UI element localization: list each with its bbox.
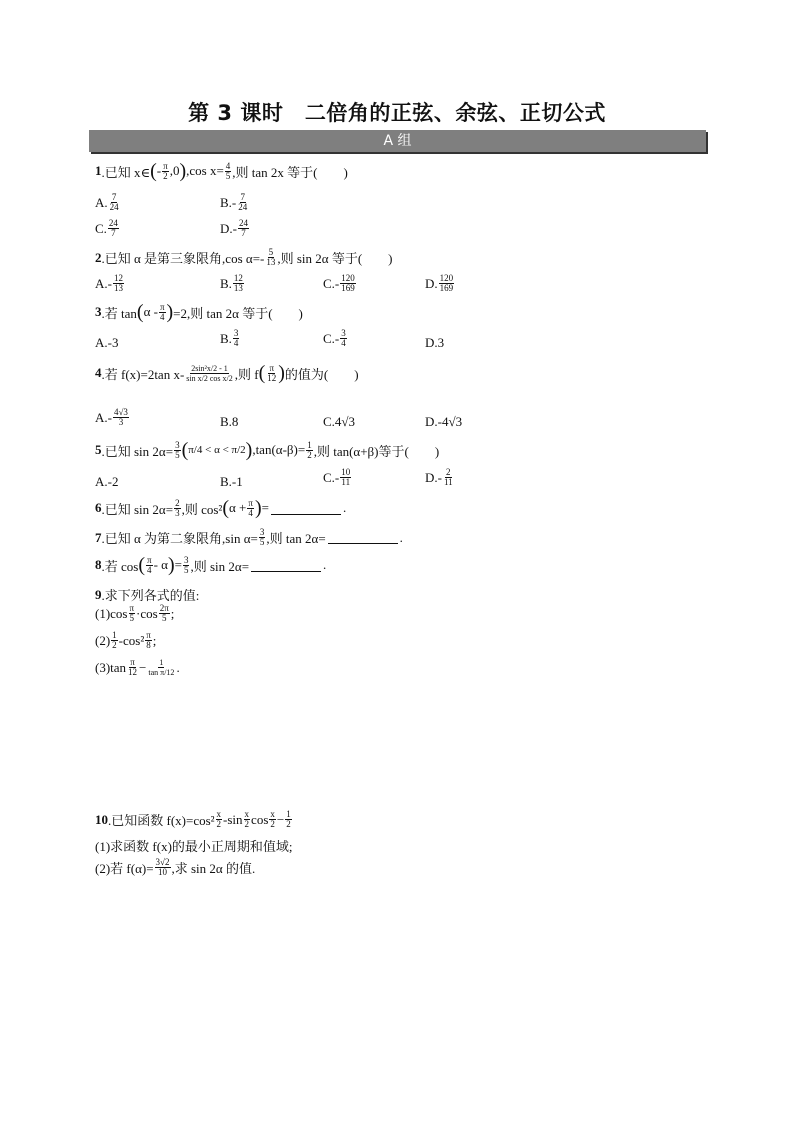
paren-left: ( [258,362,266,384]
fraction: $\frac{1}{2}$ [112,630,117,650]
option-b[interactable]: B.8 [220,414,239,429]
option-c[interactable]: C. $\frac{24}{7}$ [95,218,118,238]
option-a[interactable]: A.-3 [95,335,119,350]
fraction: $\frac{3}{5}$ [183,554,189,575]
minus-sign: - [156,163,162,178]
question-4 [95,363,359,383]
question-5 [95,440,439,460]
fraction: $\frac{\pi}{4}$ [147,554,152,575]
fraction: $\frac{3}{5}$ [259,527,265,547]
fraction: $\frac{3}{5}$ [175,439,180,460]
paren-right: ) [254,497,262,519]
expression: − [139,659,147,675]
option-d[interactable]: D.3 [425,335,445,350]
question-text: =2,则 tan 2α 等于( ) [173,305,303,321]
paren-right: ) [179,160,187,182]
expression: (2)若 f(α)= [95,861,154,876]
option-b[interactable]: B.-1 [220,474,243,489]
fraction: $\frac{\pi}{4}$ [248,497,253,518]
question-8 [95,555,326,575]
expression: -sin [223,811,243,827]
expression: -cos² [118,632,145,648]
question-text: ,则 cos² [181,501,223,517]
question-text: .若 cos [101,558,139,574]
option-a[interactable]: A.- $\frac{4√3}{3}$ [95,407,128,427]
option-d[interactable]: D.- $\frac{2}{11}$ [425,467,453,487]
paren-right: ) [278,362,285,384]
paren-left: ( [150,160,157,182]
question-10-part-1: (1)求函数 f(x)的最小正周期和值域; [95,839,293,854]
question-text: .若 f(x)=2tan x- [101,366,185,382]
fraction: $\frac{3√2}{10}$ [155,857,170,877]
expression: cos [251,811,269,827]
fraction: $\frac{\pi}{4}$ [159,301,165,322]
question-text: .已知函数 f(x)=cos² [108,813,215,828]
period: . [323,557,327,572]
question-text: ,cos x= [186,163,224,178]
question-3 [95,302,303,322]
question-number: 7 [95,529,102,545]
fraction: $\frac{5}{13}$ [266,247,276,267]
question-6 [95,498,346,518]
punctuation: ; [152,632,157,648]
answer-blank[interactable] [271,502,341,515]
question-text: .已知 sin 2α= [101,443,174,459]
question-text: 的值为( ) [284,366,359,382]
expression: ·cos [136,605,158,621]
question-text: = [261,500,269,515]
question-text: ,则 tan 2α= [266,531,326,546]
interval-end: ,0 [169,163,180,178]
question-text: ,则 f [234,366,259,382]
paren-right: ) [166,301,174,323]
fraction: $\frac{x}{2}$ [270,809,275,829]
expression: − [276,811,285,827]
expression: (1)cos [95,605,128,621]
fraction: $\frac{\pi}{8}$ [146,630,151,650]
question-10 [95,810,293,829]
option-b[interactable]: B. $\frac{12}{13}$ [220,273,243,293]
question-number: 2 [95,249,102,265]
expression: - α [153,557,168,572]
fraction: $\frac{\pi}{5}$ [129,603,135,623]
option-d[interactable]: D.- $\frac{24}{7}$ [220,218,248,238]
question-text: ,求 sin 2α 的值. [171,861,256,876]
question-text: .求下列各式的值: [101,588,200,603]
question-text: .若 tan [101,305,137,321]
question-text: .已知 x∈ [101,164,151,180]
question-text: .已知 α 是第三象限角,cos α=- [101,251,265,266]
paren-left: ( [181,439,189,461]
question-9-part-3 [95,658,180,677]
fraction: $\frac{\pi}{2}$ [163,160,168,181]
question-9-part-2 [95,631,156,650]
fraction: $\frac{\pi}{12}$ [128,657,138,677]
equals: = [174,557,182,572]
question-2 [95,248,393,267]
question-number: 5 [95,442,102,457]
option-a[interactable]: A.-2 [95,474,119,489]
fraction: $\frac{4}{5}$ [225,160,231,181]
question-number: 4 [95,365,102,380]
fraction: $\frac{1}{\text{tan π/12}}$ [148,658,175,677]
paren-left: ( [136,301,144,323]
fraction: $\frac{1}{2}$ [286,809,291,829]
answer-blank[interactable] [251,559,321,572]
question-number: 3 [95,304,102,319]
period: . [342,500,347,515]
option-a[interactable]: A. $\frac{7}{24}$ [95,192,119,212]
question-text: .已知 α 为第二象限角,sin α= [101,531,258,546]
punctuation: . [176,659,180,675]
question-number: 6 [95,500,102,515]
option-d[interactable]: D. $\frac{120}{169}$ [425,273,454,293]
fraction: $\frac{x}{2}$ [244,809,250,829]
expression: (3)tan [95,659,127,675]
option-b[interactable]: B. $\frac{3}{4}$ [220,328,239,348]
question-9 [95,585,199,604]
option-c[interactable]: C.- $\frac{120}{169}$ [323,273,355,293]
question-7 [95,528,403,547]
question-10-part-2 [95,858,255,877]
option-c[interactable]: C.4√3 [323,414,356,429]
question-text: ,则 tan(α+β)等于( ) [313,443,440,459]
expression: (2) [95,632,111,648]
period: . [399,529,403,545]
expression: α - [143,304,158,319]
question-text: ,则 tan 2x 等于( ) [232,164,348,180]
question-number: 10 [95,811,108,827]
question-9-part-1 [95,604,174,623]
punctuation: ; [170,605,175,621]
option-d[interactable]: D.-4√3 [425,414,463,429]
paren-left: ( [222,497,229,519]
fraction: $\frac{\text{2sin²x/2 - 1}}{\text{sin x/2 cos x/2}}$ [186,363,233,383]
question-text: ,tan(α-β)= [252,442,306,457]
fraction: $\frac{x}{2}$ [216,809,222,829]
fraction: $\frac{1}{2}$ [307,439,312,460]
question-text: ,则 sin 2α= [190,558,250,574]
fraction: $\frac{2}{3}$ [175,497,180,518]
paren-right: ) [167,554,175,576]
page-title: 第 3 课时 二倍角的正弦、余弦、正切公式 [188,101,606,125]
option-c[interactable]: C.- $\frac{3}{4}$ [323,328,346,348]
fraction: $\frac{2\pi}{5}$ [159,603,169,623]
question-text: .已知 sin 2α= [101,501,174,517]
condition: π/4 < α < π/2 [188,444,246,456]
question-number: 9 [95,586,102,602]
expression: α + [228,500,247,515]
option-c[interactable]: C.- $\frac{10}{11}$ [323,467,351,487]
question-number: 1 [95,163,102,178]
question-1 [95,161,348,181]
fraction: $\frac{\pi}{12}$ [267,362,277,383]
question-number: 8 [95,557,102,572]
answer-blank[interactable] [328,531,398,544]
option-a[interactable]: A.- $\frac{12}{13}$ [95,273,123,293]
paren-right: ) [245,439,253,461]
question-text: ,则 sin 2α 等于( ) [277,251,393,266]
section-header: A 组 [89,130,706,152]
option-b[interactable]: B.- $\frac{7}{24}$ [220,192,248,212]
paren-left: ( [138,554,146,576]
